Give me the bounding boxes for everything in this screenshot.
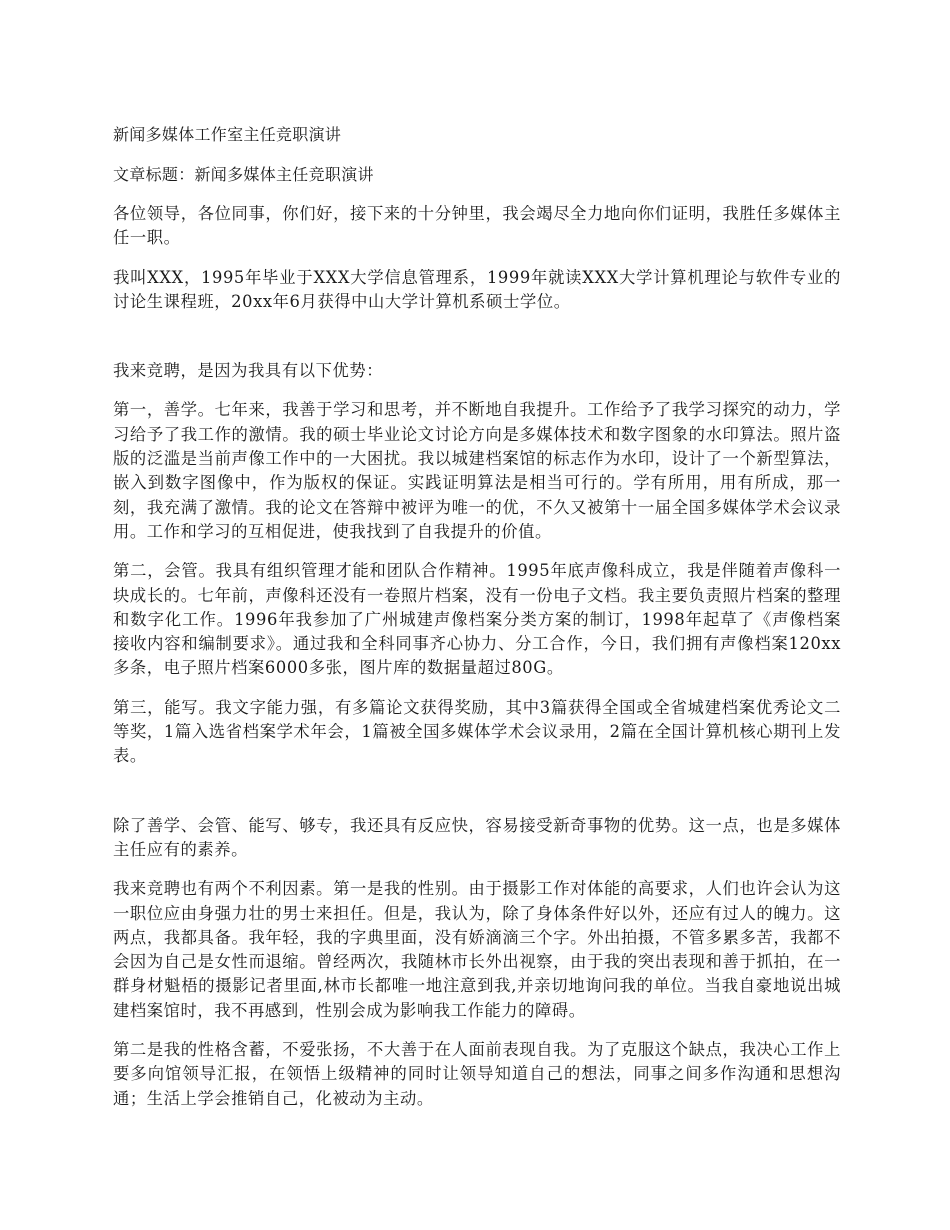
document-title: 新闻多媒体工作室主任竞职演讲 [113,125,342,144]
paragraph-greeting: 各位领导，各位同事，你们好，接下来的十分钟里，我会竭尽全力地向你们证明，我胜任多媒体主任一职。 [113,204,841,248]
paragraph-unfavorable-gender: 我来竞聘也有两个不利因素。第一是我的性别。由于摄影工作对体能的高要求，人们也许会认为这一职位应由身强力壮的男士来担任。但是，我认为，除了身体条件好以外，还应有过人的魄力。这两点，我都具备。我年轻，我的字典里面，没有娇滴滴三个字。外出拍摄，不管多累多苦，我都不会因为自己是女性而退缩。曾经两次，我随林市长外出视察，由于我的突出表现和善于抓拍，在一群身材魁梧的摄影记者里面,林市长都唯一地注意到我,并亲切地询问我的单位。当我自豪地说出城建档案馆时，我不再感到，性别会成为影响我工作能力的障碍。 [113,879,841,1020]
paragraph-second-advantage: 第二，会管。我具有组织管理才能和团队合作精神。1995年底声像科成立，我是伴随着声像科一块成长的。七年前，声像科还没有一卷照片档案，没有一份电子文档。我主要负责照片档案的整理和数字化工作。1996年我参加了广州城建声像档案分类方案的制订，1998年起草了《声像档案接收内容和编制要求》。通过我和全科同事齐心协力、分工合作，今日，我们拥有声像档案120xx多条，电子照片档案6000多张，图片库的数据量超过80G。 [113,561,841,678]
paragraph-extra-advantage: 除了善学、会管、能写、够专，我还具有反应快，容易接受新奇事物的优势。这一点，也是多媒体主任应有的素养。 [113,815,841,859]
paragraph-unfavorable-personality: 第二是我的性格含蓄，不爱张扬，不大善于在人面前表现自我。为了克服这个缺点，我决心工作上要多向馆领导汇报，在领悟上级精神的同时让领导知道自己的想法，同事之间多作沟通和思想沟通；生活上学会推销自己，化被动为主动。 [113,1040,841,1108]
paragraph-third-advantage: 第三，能写。我文字能力强，有多篇论文获得奖励，其中3篇获得全国或全省城建档案优秀论文二等奖，1篇入选省档案学术年会，1篇被全国多媒体学术会议录用，2篇在全国计算机核心期刊上发表。 [113,697,841,766]
paragraph-first-advantage: 第一，善学。七年来，我善于学习和思考，并不断地自我提升。工作给予了我学习探究的动力，学习给予了我工作的激情。我的硕士毕业论文讨论方向是多媒体技术和数字图象的水印算法。照片盗版的泛滥是当前声像工作中的一大困扰。我以城建档案馆的标志作为水印，设计了一个新型算法，嵌入到数字图像中，作为版权的保证。实践证明算法是相当可行的。学有所用，用有所成，那一刻，我充满了激情。我的论文在答辩中被评为唯一的优，不久又被第十一届全国多媒体学术会议录用。工作和学习的互相促进，使我找到了自我提升的价值。 [113,400,841,541]
paragraph-advantages-intro: 我来竞聘，是因为我具有以下优势： [113,361,384,381]
article-title-line: 文章标题：新闻多媒体主任竞职演讲 [113,165,374,184]
document-page [113,124,841,1126]
paragraph-background: 我叫XXX，1995年毕业于XXX大学信息管理系，1999年就读XXX大学计算机理论与软件专业的讨论生课程班，20xx年6月获得中山大学计算机系硕士学位。 [113,267,841,311]
blank-gap [113,329,841,359]
blank-gap [113,784,841,814]
